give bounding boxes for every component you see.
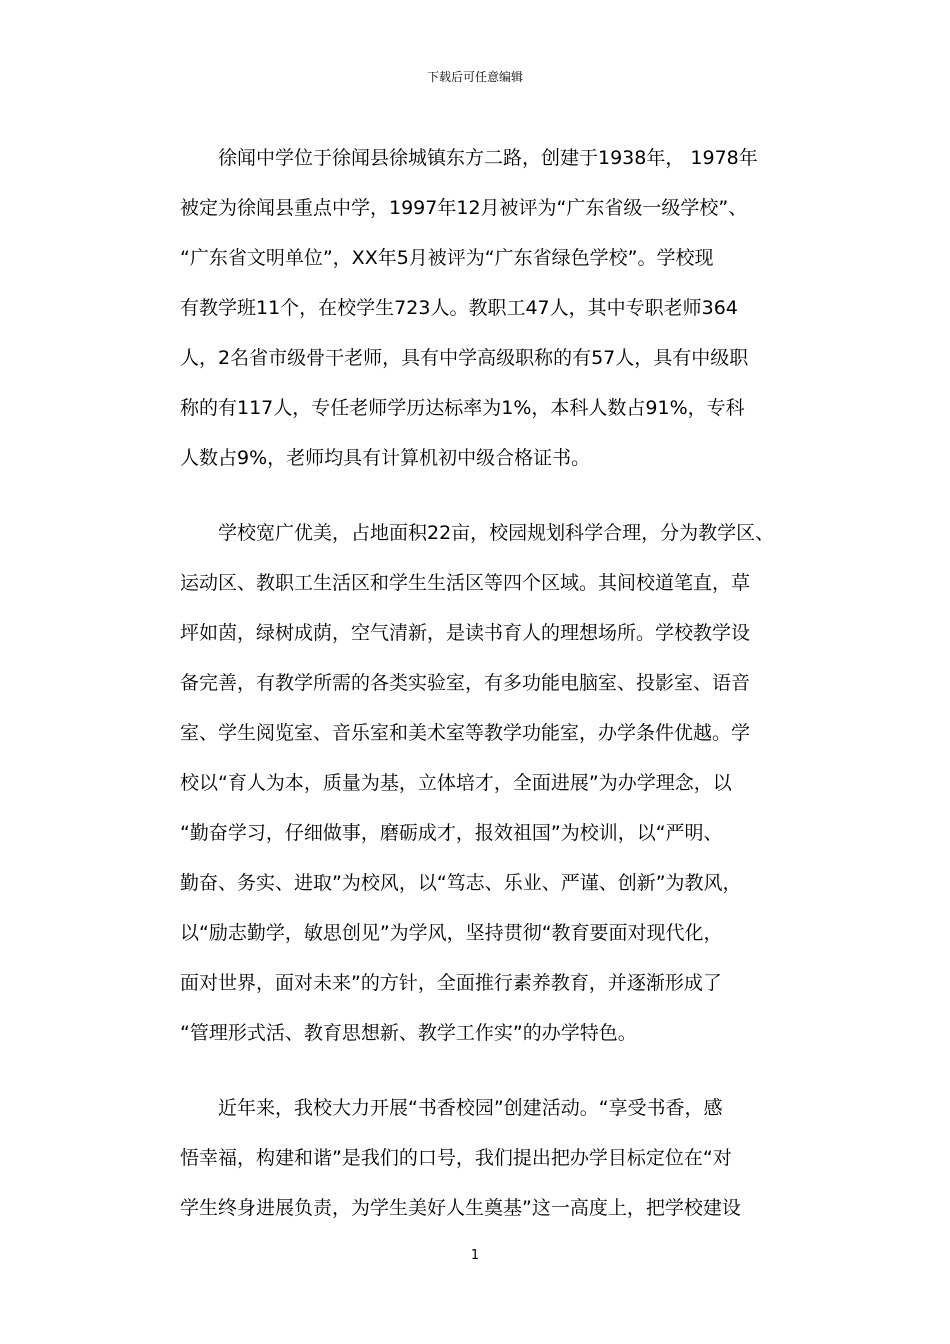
document-body [180,133,780,1258]
paragraph-campus-description: 学校宽广优美，占地面积22亩，校园规划科学合理，分为教学区、 运动区、教职工生活区和学生生活区等四个区域。其间校道笔直，草 坪如茵，绿树成荫，空气清新，是读书育人的理想场所。学校教学设 备完善，有教学所需的各类实验室，有多功能电脑室、投影室、语音 室、学生阅览室、音乐室和美术室等教学功能室，办学条件优越。学 校以“育人为本，质量为基，立体培才，全面进展”为办学理念，以 “勤奋学习，仔细做事，磨砺成才，报效祖国”为校训，以“严明、 勤奋、务实、进取”为校风，以“笃志、乐业、严谨、创新”为教风， 以“励志勤学，敏思创见”为学风，坚持贯彻“教育要面对现代化， 面对世界，面对未来”的方针，全面推行素养教育，并逐渐形成了 “管理形式活、教育思想新、教学工作实”的办学特色。 [180,522,775,1044]
page-number: 1 [470,1248,480,1263]
paragraph-reading-campus: 近年来，我校大力开展“书香校园”创建活动。“享受书香，感 悟幸福，构建和谐”是我们的口号，我们提出把办学目标定位在“对 学生终身进展负责，为学生美好人生奠基”这一高度上，把学校建设 [180,1097,741,1219]
page-header: 下载后可任意编辑 [426,70,523,84]
paragraph-school-overview: 徐闻中学位于徐闻县徐城镇东方二路，创建于1938年， 1978年 被定为徐闻县重点中学，1997年12月被评为“广东省级一级学校”、 “广东省文明单位”，XX年5月被评为“广东省绿色学校”。学校现 有教学班11个，在校学生723人。教职工47人，其中专职老师364 人，2名省市级骨干老师，具有中学高级职称的有57人，具有中级职 称的有117人，专任老师学历达标率为1%，本科人数占91%，专科 人数占9%，老师均具有计算机初中级合格证书。 [180,147,758,469]
